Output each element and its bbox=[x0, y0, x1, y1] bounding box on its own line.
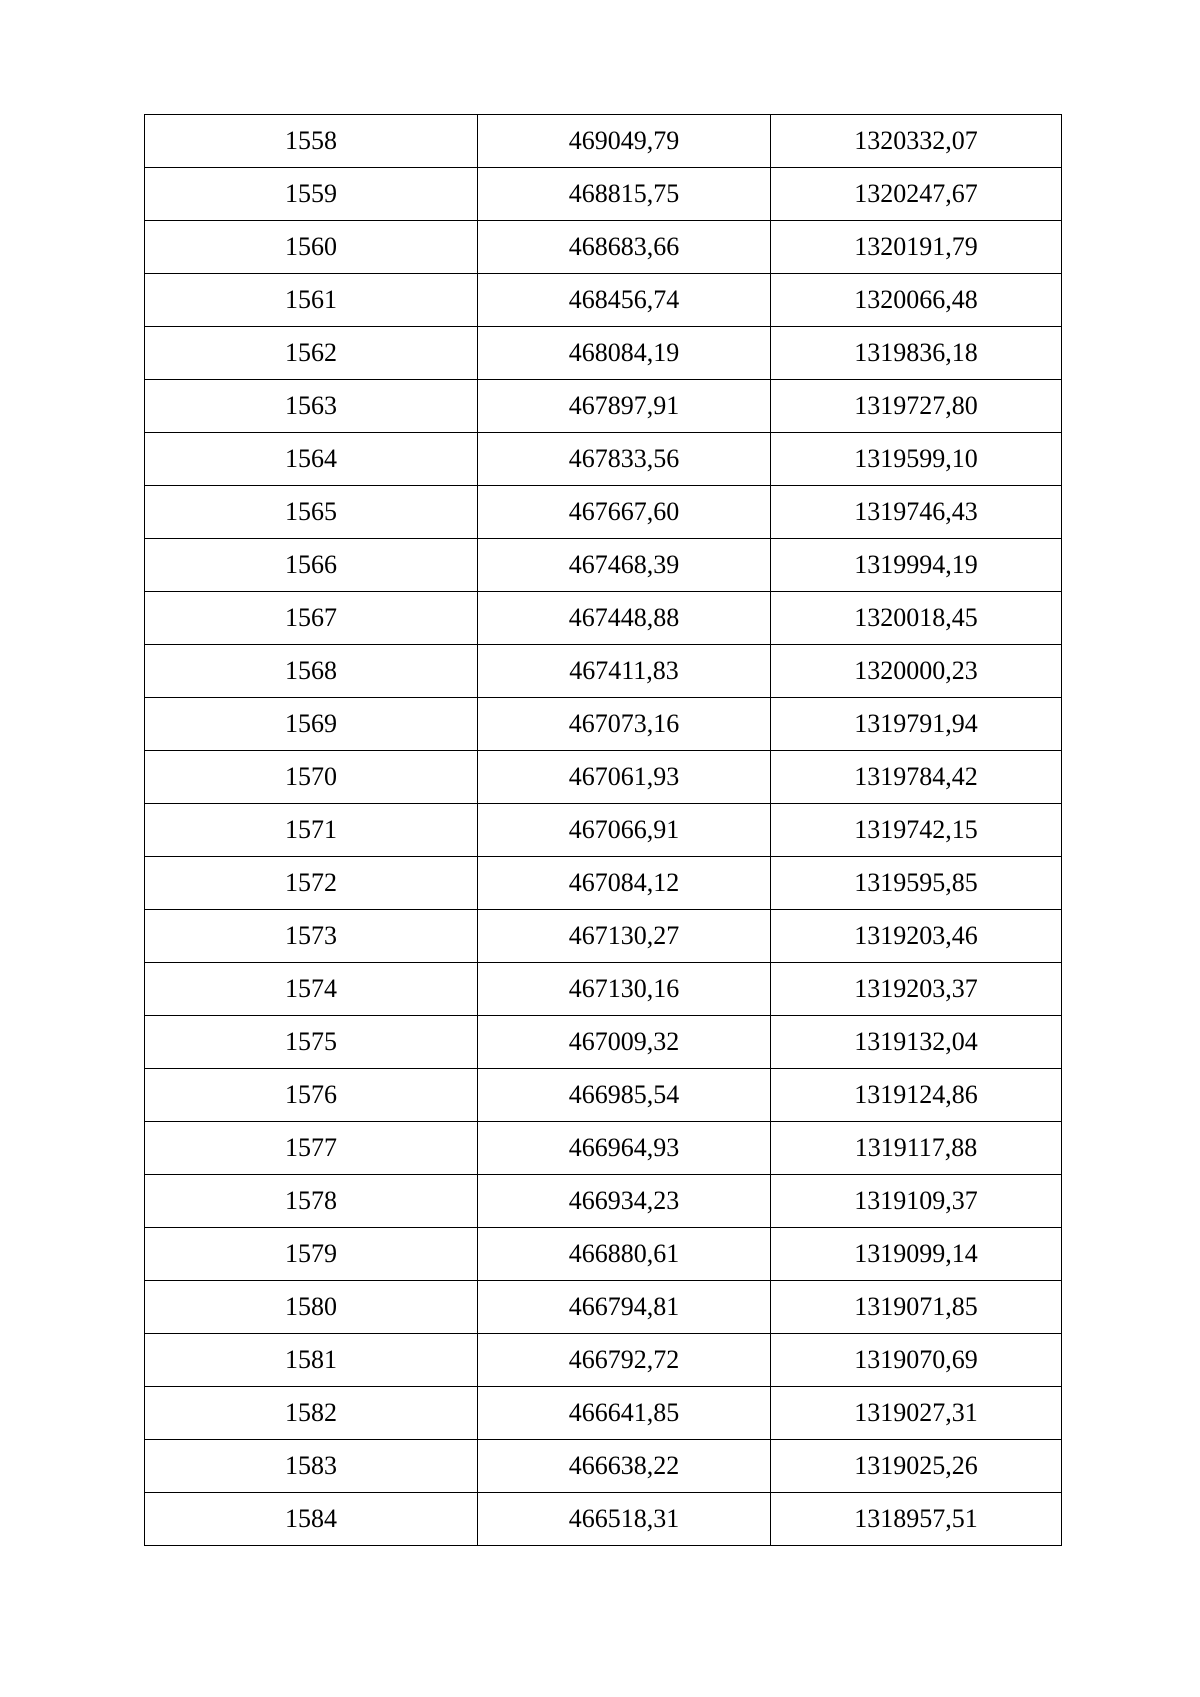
x-coordinate-cell: 468084,19 bbox=[478, 327, 771, 380]
x-coordinate-cell: 466792,72 bbox=[478, 1334, 771, 1387]
point-number-cell: 1561 bbox=[145, 274, 478, 327]
table-row bbox=[145, 963, 1062, 1016]
x-coordinate-cell: 468683,66 bbox=[478, 221, 771, 274]
y-coordinate-cell: 1319203,37 bbox=[771, 963, 1062, 1016]
y-coordinate-cell: 1319025,26 bbox=[771, 1440, 1062, 1493]
table-row bbox=[145, 804, 1062, 857]
x-coordinate-cell: 467448,88 bbox=[478, 592, 771, 645]
table-row bbox=[145, 274, 1062, 327]
point-number-cell: 1572 bbox=[145, 857, 478, 910]
point-number-cell: 1568 bbox=[145, 645, 478, 698]
x-coordinate-cell: 467130,27 bbox=[478, 910, 771, 963]
point-number-cell: 1564 bbox=[145, 433, 478, 486]
point-number-cell: 1565 bbox=[145, 486, 478, 539]
point-number-cell: 1558 bbox=[145, 115, 478, 168]
x-coordinate-cell: 466794,81 bbox=[478, 1281, 771, 1334]
x-coordinate-cell: 466638,22 bbox=[478, 1440, 771, 1493]
y-coordinate-cell: 1320191,79 bbox=[771, 221, 1062, 274]
table-row bbox=[145, 1122, 1062, 1175]
point-number-cell: 1566 bbox=[145, 539, 478, 592]
x-coordinate-cell: 467009,32 bbox=[478, 1016, 771, 1069]
table-row bbox=[145, 645, 1062, 698]
table-row bbox=[145, 380, 1062, 433]
y-coordinate-cell: 1319742,15 bbox=[771, 804, 1062, 857]
table-row bbox=[145, 486, 1062, 539]
table-row bbox=[145, 221, 1062, 274]
table-row bbox=[145, 751, 1062, 804]
y-coordinate-cell: 1319132,04 bbox=[771, 1016, 1062, 1069]
point-number-cell: 1576 bbox=[145, 1069, 478, 1122]
y-coordinate-cell: 1320018,45 bbox=[771, 592, 1062, 645]
point-number-cell: 1569 bbox=[145, 698, 478, 751]
y-coordinate-cell: 1320066,48 bbox=[771, 274, 1062, 327]
y-coordinate-cell: 1319117,88 bbox=[771, 1122, 1062, 1175]
y-coordinate-cell: 1319784,42 bbox=[771, 751, 1062, 804]
table-row bbox=[145, 168, 1062, 221]
point-number-cell: 1559 bbox=[145, 168, 478, 221]
point-number-cell: 1583 bbox=[145, 1440, 478, 1493]
point-number-cell: 1580 bbox=[145, 1281, 478, 1334]
point-number-cell: 1584 bbox=[145, 1493, 478, 1546]
table-row bbox=[145, 1334, 1062, 1387]
point-number-cell: 1570 bbox=[145, 751, 478, 804]
table-row bbox=[145, 1387, 1062, 1440]
x-coordinate-cell: 468815,75 bbox=[478, 168, 771, 221]
point-number-cell: 1582 bbox=[145, 1387, 478, 1440]
y-coordinate-cell: 1319791,94 bbox=[771, 698, 1062, 751]
x-coordinate-cell: 466934,23 bbox=[478, 1175, 771, 1228]
table-row bbox=[145, 1069, 1062, 1122]
x-coordinate-cell: 467667,60 bbox=[478, 486, 771, 539]
point-number-cell: 1567 bbox=[145, 592, 478, 645]
y-coordinate-cell: 1320247,67 bbox=[771, 168, 1062, 221]
point-number-cell: 1562 bbox=[145, 327, 478, 380]
table-row bbox=[145, 539, 1062, 592]
point-number-cell: 1563 bbox=[145, 380, 478, 433]
x-coordinate-cell: 466641,85 bbox=[478, 1387, 771, 1440]
x-coordinate-cell: 467084,12 bbox=[478, 857, 771, 910]
x-coordinate-cell: 467833,56 bbox=[478, 433, 771, 486]
table-row bbox=[145, 1440, 1062, 1493]
table-row bbox=[145, 1175, 1062, 1228]
point-number-cell: 1573 bbox=[145, 910, 478, 963]
table-row bbox=[145, 1016, 1062, 1069]
table-row bbox=[145, 115, 1062, 168]
y-coordinate-cell: 1319027,31 bbox=[771, 1387, 1062, 1440]
y-coordinate-cell: 1319746,43 bbox=[771, 486, 1062, 539]
x-coordinate-cell: 466880,61 bbox=[478, 1228, 771, 1281]
table-row bbox=[145, 698, 1062, 751]
point-number-cell: 1578 bbox=[145, 1175, 478, 1228]
x-coordinate-cell: 467897,91 bbox=[478, 380, 771, 433]
table-row bbox=[145, 433, 1062, 486]
y-coordinate-cell: 1320000,23 bbox=[771, 645, 1062, 698]
x-coordinate-cell: 467411,83 bbox=[478, 645, 771, 698]
y-coordinate-cell: 1319099,14 bbox=[771, 1228, 1062, 1281]
x-coordinate-cell: 466964,93 bbox=[478, 1122, 771, 1175]
point-number-cell: 1577 bbox=[145, 1122, 478, 1175]
coordinates-table bbox=[144, 114, 1062, 1546]
table-row bbox=[145, 1493, 1062, 1546]
y-coordinate-cell: 1319070,69 bbox=[771, 1334, 1062, 1387]
x-coordinate-cell: 467130,16 bbox=[478, 963, 771, 1016]
table-row bbox=[145, 592, 1062, 645]
y-coordinate-cell: 1319109,37 bbox=[771, 1175, 1062, 1228]
coordinates-table-body bbox=[145, 115, 1062, 1546]
x-coordinate-cell: 467066,91 bbox=[478, 804, 771, 857]
x-coordinate-cell: 467468,39 bbox=[478, 539, 771, 592]
point-number-cell: 1581 bbox=[145, 1334, 478, 1387]
y-coordinate-cell: 1319599,10 bbox=[771, 433, 1062, 486]
x-coordinate-cell: 466985,54 bbox=[478, 1069, 771, 1122]
y-coordinate-cell: 1319124,86 bbox=[771, 1069, 1062, 1122]
x-coordinate-cell: 468456,74 bbox=[478, 274, 771, 327]
y-coordinate-cell: 1320332,07 bbox=[771, 115, 1062, 168]
x-coordinate-cell: 466518,31 bbox=[478, 1493, 771, 1546]
table-row bbox=[145, 857, 1062, 910]
point-number-cell: 1575 bbox=[145, 1016, 478, 1069]
point-number-cell: 1560 bbox=[145, 221, 478, 274]
y-coordinate-cell: 1319994,19 bbox=[771, 539, 1062, 592]
x-coordinate-cell: 467061,93 bbox=[478, 751, 771, 804]
y-coordinate-cell: 1319595,85 bbox=[771, 857, 1062, 910]
x-coordinate-cell: 467073,16 bbox=[478, 698, 771, 751]
table-row bbox=[145, 327, 1062, 380]
table-row bbox=[145, 1281, 1062, 1334]
y-coordinate-cell: 1318957,51 bbox=[771, 1493, 1062, 1546]
table-row bbox=[145, 1228, 1062, 1281]
y-coordinate-cell: 1319203,46 bbox=[771, 910, 1062, 963]
point-number-cell: 1571 bbox=[145, 804, 478, 857]
y-coordinate-cell: 1319071,85 bbox=[771, 1281, 1062, 1334]
y-coordinate-cell: 1319727,80 bbox=[771, 380, 1062, 433]
table-row bbox=[145, 910, 1062, 963]
point-number-cell: 1579 bbox=[145, 1228, 478, 1281]
y-coordinate-cell: 1319836,18 bbox=[771, 327, 1062, 380]
point-number-cell: 1574 bbox=[145, 963, 478, 1016]
x-coordinate-cell: 469049,79 bbox=[478, 115, 771, 168]
